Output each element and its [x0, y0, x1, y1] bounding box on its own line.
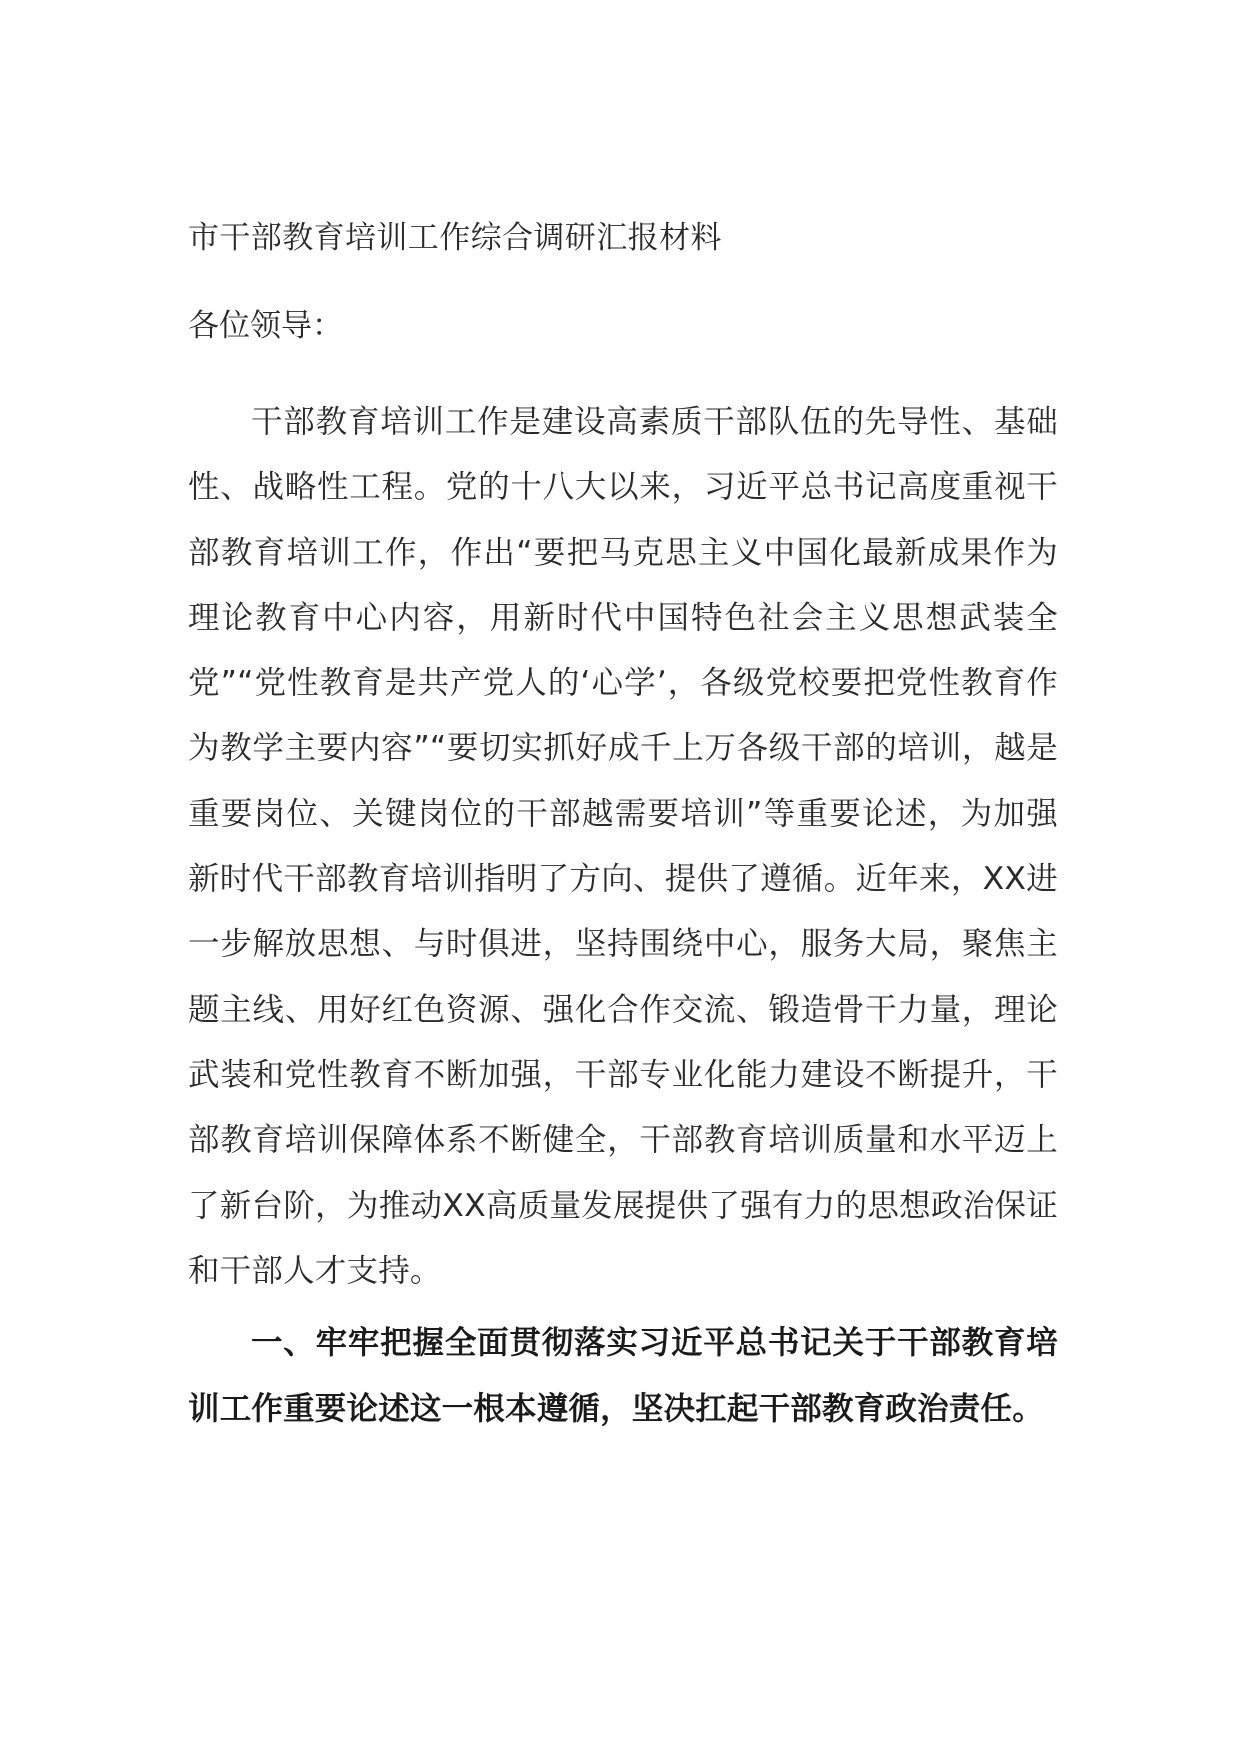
document-body: [188, 212, 1058, 1442]
salutation: 各位领导：: [188, 308, 343, 344]
body-paragraph: 干部教育培训工作是建设高素质干部队伍的先导性、基础性、战略性工程。党的十八大以来，习近平总书记高度重视干部教育培训工作，作出“要把马克思主义中国化最新成果作为理论教育中心内容，用新时代中国特色社会主义思想武装全党”“党性教育是共产党人的‘心学’，各级党校要把党性教育作为教学主要内容”“要切实抓好成千上万各级干部的培训，越是重要岗位、关键岗位的干部越需要培训”等重要论述，为加强新时代干部教育培训指明了方向、提供了遵循。近年来，XX进一步解放思想、与时俱进，坚持围绕中心，服务大局，聚焦主题主线、用好红色资源、强化合作交流、锻造骨干力量，理论武装和党性教育不断加强，干部专业化能力建设不断提升，干部教育培训保障体系不断健全，干部教育培训质量和水平迈上了新台阶，为推动XX高质量发展提供了强有力的思想政治保证和干部人才支持。: [188, 404, 1058, 1289]
section-heading: 一、牢牢把握全面贯彻落实习近平总书记关于干部教育培训工作重要论述这一根本遵循，坚决扛起干部教育政治责任。: [188, 1325, 1058, 1428]
document-title: 市干部教育培训工作综合调研汇报材料: [188, 220, 722, 256]
